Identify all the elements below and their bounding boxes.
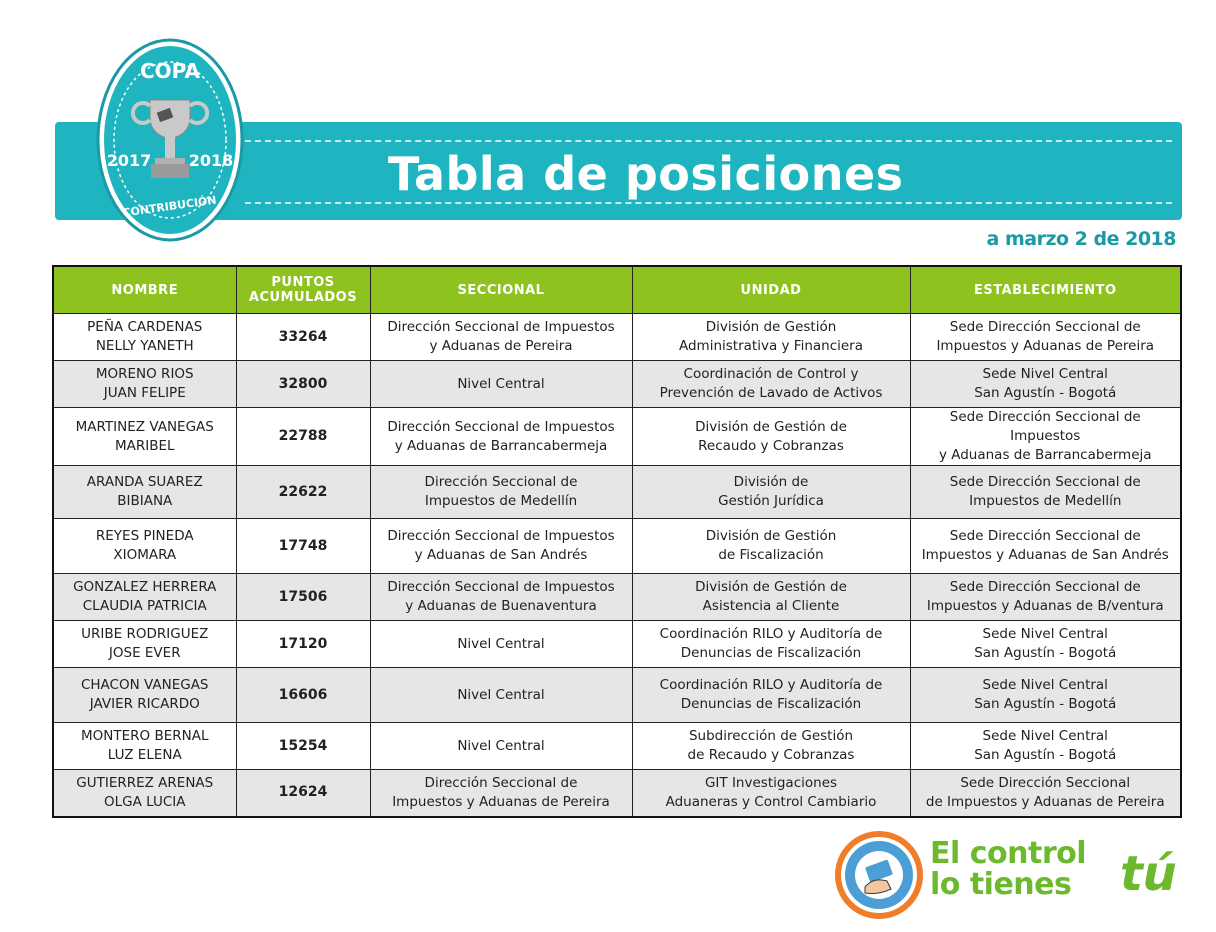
cell-nombre-line: BIBIANA xyxy=(117,493,173,509)
cell-unidad-line: División de xyxy=(733,474,809,490)
cell-nombre-line: MORENO RIOS xyxy=(95,366,194,382)
column-header-unidad: UNIDAD xyxy=(632,266,910,314)
cell-unidad-line: de Recaudo y Cobranzas xyxy=(687,747,855,763)
badge-year-right: 2018 xyxy=(188,151,234,170)
cell-nombre-line: NELLY YANETH xyxy=(95,338,194,354)
cell-establecimiento-line: Impuestos y Aduanas de Pereira xyxy=(936,338,1155,354)
table-row xyxy=(53,668,1181,723)
cell-establecimiento-line: Sede Nivel Central xyxy=(982,626,1108,642)
column-header-establecimiento: ESTABLECIMIENTO xyxy=(910,266,1181,314)
cell-unidad-line: Gestión Jurídica xyxy=(718,493,824,509)
cell-unidad-line: División de Gestión xyxy=(705,319,837,335)
cell-establecimiento xyxy=(910,408,1181,466)
cell-establecimiento xyxy=(910,770,1181,817)
cell-unidad-line: Asistencia al Cliente xyxy=(702,598,840,614)
cell-puntos: 33264 xyxy=(236,314,370,361)
slogan-line-2: lo tienes xyxy=(930,867,1072,902)
cell-unidad xyxy=(632,723,910,770)
table-row xyxy=(53,466,1181,519)
slogan-tu: tú xyxy=(1120,846,1177,902)
cell-seccional-line: y Aduanas de San Andrés xyxy=(414,547,588,563)
cell-seccional-line: Dirección Seccional de xyxy=(424,474,578,490)
cell-unidad xyxy=(632,519,910,574)
cell-nombre-line: GUTIERREZ ARENAS xyxy=(76,774,214,791)
cell-establecimiento xyxy=(910,466,1181,519)
cell-seccional xyxy=(370,361,632,408)
table-row xyxy=(53,314,1181,361)
cell-nombre xyxy=(53,314,236,361)
cell-establecimiento xyxy=(910,723,1181,770)
cell-nombre-line: PEÑA CARDENAS xyxy=(87,319,203,335)
cell-unidad xyxy=(632,668,910,723)
cell-nombre xyxy=(53,466,236,519)
cell-nombre-line: URIBE RODRIGUEZ xyxy=(81,626,209,642)
cell-seccional xyxy=(370,519,632,574)
cell-unidad-line: División de Gestión de xyxy=(695,579,847,595)
cell-puntos: 32800 xyxy=(236,361,370,408)
cell-establecimiento-line: Sede Nivel Central xyxy=(982,677,1108,693)
cell-unidad-line: Prevención de Lavado de Activos xyxy=(659,385,883,401)
cell-establecimiento-line: San Agustín - Bogotá xyxy=(974,645,1117,661)
cell-unidad-line: de Fiscalización xyxy=(718,547,824,563)
table-row xyxy=(53,621,1181,668)
cell-establecimiento-line: San Agustín - Bogotá xyxy=(974,385,1117,401)
banner-dashed-line-bottom xyxy=(245,202,1172,204)
cell-seccional-line: y Aduanas de Pereira xyxy=(429,338,573,354)
cell-unidad xyxy=(632,574,910,621)
cell-seccional-line: Dirección Seccional de Impuestos xyxy=(387,319,615,335)
badge-bottom-text: CONTRIBUCIÓN xyxy=(121,193,218,220)
cell-nombre xyxy=(53,723,236,770)
cell-nombre-line: MARIBEL xyxy=(114,437,175,454)
table-header-row xyxy=(53,266,1181,314)
badge-top-text: COPA xyxy=(140,59,200,83)
cell-puntos: 16606 xyxy=(236,668,370,723)
badge-year-left: 2017 xyxy=(106,151,152,170)
cell-establecimiento-line: Impuestos de Medellín xyxy=(969,493,1122,509)
cell-nombre-line: REYES PINEDA xyxy=(95,528,194,544)
cell-establecimiento xyxy=(910,519,1181,574)
cell-seccional xyxy=(370,621,632,668)
cell-establecimiento xyxy=(910,361,1181,408)
table-row xyxy=(53,574,1181,621)
cell-nombre xyxy=(53,574,236,621)
cell-nombre xyxy=(53,519,236,574)
table-row xyxy=(53,361,1181,408)
cell-establecimiento-line: Sede Dirección Seccional xyxy=(960,774,1131,791)
cell-puntos: 22788 xyxy=(236,408,370,466)
cell-nombre-line: MONTERO BERNAL xyxy=(81,728,209,744)
cell-puntos: 17506 xyxy=(236,574,370,621)
cell-unidad-line: Coordinación de Control y xyxy=(683,366,859,382)
cell-establecimiento xyxy=(910,574,1181,621)
cell-unidad xyxy=(632,408,910,466)
cell-unidad-line: Subdirección de Gestión xyxy=(688,728,854,744)
cell-nombre-line: CHACON VANEGAS xyxy=(80,677,209,693)
cell-seccional xyxy=(370,314,632,361)
cell-unidad-line: División de Gestión xyxy=(705,528,837,544)
cell-puntos: 22622 xyxy=(236,466,370,519)
cell-establecimiento-line: de Impuestos y Aduanas de Pereira xyxy=(925,793,1165,810)
cell-unidad-line: Denuncias de Fiscalización xyxy=(680,645,862,661)
table-row xyxy=(53,519,1181,574)
cell-nombre-line: OLGA LUCIA xyxy=(103,793,186,810)
column-header-puntos: PUNTOS ACUMULADOS xyxy=(236,266,370,314)
cell-nombre-line: XIOMARA xyxy=(113,547,177,563)
cell-nombre xyxy=(53,621,236,668)
cell-unidad-line: Recaudo y Cobranzas xyxy=(698,437,844,454)
cell-establecimiento-line: y Aduanas de Barrancabermeja xyxy=(938,447,1152,463)
cell-seccional-line: Dirección Seccional de Impuestos xyxy=(387,528,615,544)
slogan xyxy=(930,836,1177,902)
cell-unidad xyxy=(632,466,910,519)
cell-puntos: 17748 xyxy=(236,519,370,574)
cell-seccional xyxy=(370,770,632,817)
cell-seccional-line: Nivel Central xyxy=(457,686,545,703)
cell-establecimiento-line: Impuestos y Aduanas de B/ventura xyxy=(926,598,1164,614)
cell-nombre xyxy=(53,770,236,817)
cell-nombre-line: JOSE EVER xyxy=(108,645,181,661)
table-row xyxy=(53,408,1181,466)
cultura-contribucion-seal xyxy=(833,829,925,921)
cell-seccional-line: y Aduanas de Buenaventura xyxy=(405,598,597,614)
cell-unidad xyxy=(632,361,910,408)
cell-unidad-line: Denuncias de Fiscalización xyxy=(680,696,862,712)
cell-establecimiento-line: Sede Dirección Seccional de xyxy=(949,319,1141,335)
standings-table xyxy=(52,265,1182,818)
cell-unidad-line: Coordinación RILO y Auditoría de xyxy=(659,626,883,642)
cell-establecimiento-line: Sede Dirección Seccional de Impuestos xyxy=(949,409,1141,444)
slogan-line-1: El control xyxy=(930,836,1087,871)
cell-unidad xyxy=(632,314,910,361)
cell-establecimiento-line: Sede Dirección Seccional de xyxy=(949,474,1141,490)
cell-seccional xyxy=(370,466,632,519)
cell-nombre-line: CLAUDIA PATRICIA xyxy=(82,598,207,614)
cell-seccional xyxy=(370,723,632,770)
column-header-seccional: SECCIONAL xyxy=(370,266,632,314)
cell-establecimiento-line: Sede Dirección Seccional de xyxy=(949,528,1141,544)
cell-establecimiento-line: San Agustín - Bogotá xyxy=(974,747,1117,763)
cell-seccional-line: Dirección Seccional de Impuestos xyxy=(387,579,615,595)
cell-seccional-line: Nivel Central xyxy=(457,737,545,754)
column-header-nombre: NOMBRE xyxy=(53,266,236,314)
cell-unidad-line: Coordinación RILO y Auditoría de xyxy=(659,677,883,693)
table-row xyxy=(53,723,1181,770)
cell-nombre-line: GONZALEZ HERRERA xyxy=(73,579,217,595)
cell-establecimiento-line: Sede Nivel Central xyxy=(982,366,1108,382)
cell-seccional-line: y Aduanas de Barrancabermeja xyxy=(394,437,608,454)
cell-establecimiento-line: Impuestos y Aduanas de San Andrés xyxy=(921,547,1169,563)
cell-nombre-line: MARTINEZ VANEGAS xyxy=(75,418,214,435)
cell-puntos: 17120 xyxy=(236,621,370,668)
cell-seccional-line: Nivel Central xyxy=(457,375,545,392)
cell-nombre-line: JUAN FELIPE xyxy=(103,385,186,401)
date-label: a marzo 2 de 2018 xyxy=(986,228,1176,250)
cell-unidad xyxy=(632,621,910,668)
page-title: Tabla de posiciones xyxy=(388,147,904,201)
cell-establecimiento-line: Sede Nivel Central xyxy=(982,728,1108,744)
cell-unidad-line: Aduaneras y Control Cambiario xyxy=(665,793,877,810)
cell-seccional-line: Nivel Central xyxy=(457,635,545,652)
cell-seccional-line: Impuestos y Aduanas de Pereira xyxy=(392,793,610,810)
cell-establecimiento xyxy=(910,668,1181,723)
cell-seccional-line: Dirección Seccional de xyxy=(424,774,578,791)
cell-establecimiento xyxy=(910,314,1181,361)
cell-puntos: 15254 xyxy=(236,723,370,770)
cell-nombre xyxy=(53,361,236,408)
cell-puntos: 12624 xyxy=(236,770,370,817)
cell-nombre xyxy=(53,668,236,723)
cell-seccional xyxy=(370,668,632,723)
cell-seccional-line: Impuestos de Medellín xyxy=(424,493,578,509)
cell-nombre-line: ARANDA SUAREZ xyxy=(86,474,203,490)
cell-establecimiento-line: Sede Dirección Seccional de xyxy=(949,579,1141,595)
cell-unidad-line: Administrativa y Financiera xyxy=(678,338,864,354)
cell-nombre-line: LUZ ELENA xyxy=(107,747,182,763)
cell-establecimiento-line: San Agustín - Bogotá xyxy=(974,696,1117,712)
cell-establecimiento xyxy=(910,621,1181,668)
cell-nombre-line: JAVIER RICARDO xyxy=(89,696,200,712)
cell-seccional-line: Dirección Seccional de Impuestos xyxy=(387,418,615,435)
cell-unidad xyxy=(632,770,910,817)
cell-unidad-line: GIT Investigaciones xyxy=(704,774,838,791)
cell-seccional xyxy=(370,574,632,621)
copa-contribucion-badge xyxy=(95,38,245,243)
cell-unidad-line: División de Gestión de xyxy=(695,418,847,435)
cell-nombre xyxy=(53,408,236,466)
cell-seccional xyxy=(370,408,632,466)
banner-dashed-line-top xyxy=(245,140,1172,142)
table-row xyxy=(53,770,1181,817)
